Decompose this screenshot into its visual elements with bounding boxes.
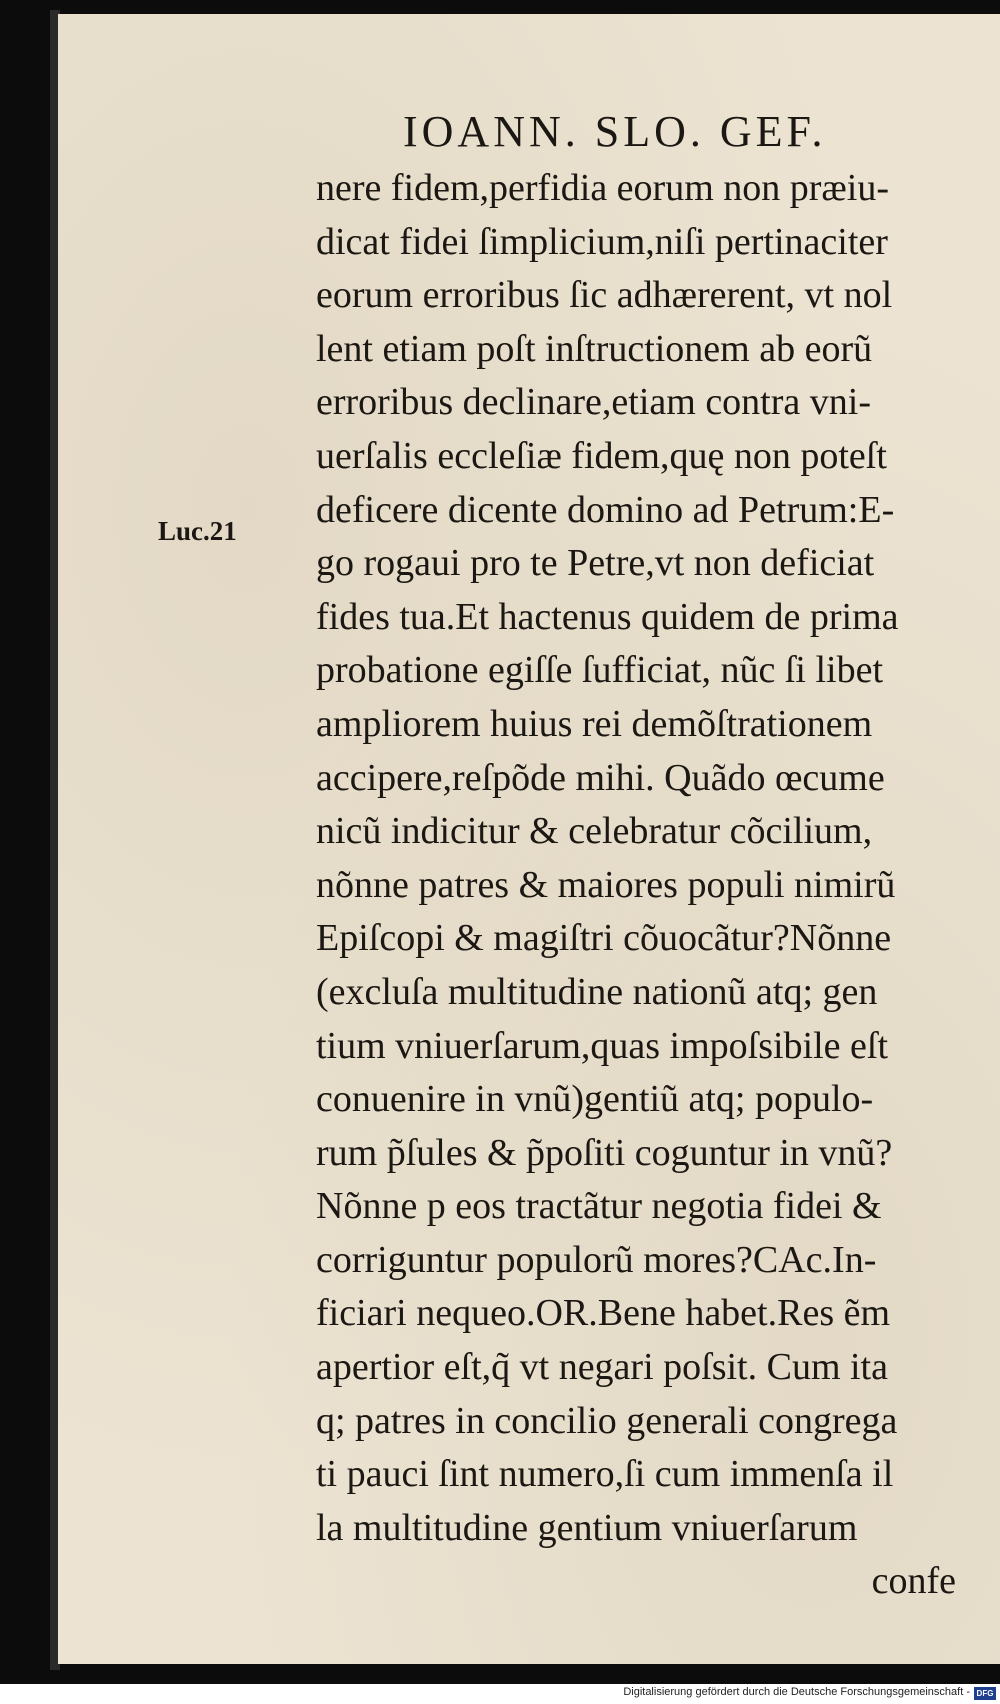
text-line-26: la multitudine gentium vniuerſarum <box>316 1506 858 1549</box>
marginal-note: Luc.21 <box>158 516 237 546</box>
text-line-15: Epiſcopi & magiſtri cõuocãtur?Nõnne <box>316 917 892 960</box>
text-block <box>316 162 976 1609</box>
text-line-23: apertior eſt,q̃ vt negari poſsit. Cum ita <box>316 1346 888 1389</box>
text-line-2: dicat fidei ſimplicium,niſi pertinaciter <box>316 220 888 263</box>
text-line-7: deficere dicente domino ad Petrum:E- <box>316 488 895 531</box>
text-line-22: ficiari nequeo.OR.Bene habet.Res ẽm <box>316 1292 891 1335</box>
text-line-10: probatione egiſſe ſufficiat, nũc ſi libet <box>316 649 884 692</box>
text-line-17: tium vniuerſarum,quas impoſsibile eſt <box>316 1024 889 1067</box>
text-line-21: corriguntur populorũ mores?CAc.In- <box>316 1238 877 1281</box>
catchword: confe <box>871 1560 956 1603</box>
text-line-20: Nõnne p eos tractãtur negotia fidei & <box>316 1185 882 1228</box>
text-line-5: erroribus declinare,etiam contra vni- <box>316 381 871 424</box>
text-line-6: uerſalis eccleſiæ fidem,quę non poteſt <box>316 434 887 477</box>
text-line-9: fides tua.Et hactenus quidem de prima <box>316 595 899 638</box>
text-line-13: nicũ indicitur & celebratur cõcilium, <box>316 810 873 853</box>
text-line-12: accipere,reſpõde mihi. Quãdo œcume <box>316 756 885 799</box>
text-line-16: (excluſa multitudine nationũ atq; gen <box>316 970 878 1013</box>
text-line-8: go rogaui pro te Petre,vt non deficiat <box>316 542 875 585</box>
text-line-25: ti pauci ſint numero,ſi cum immenſa il <box>316 1453 894 1496</box>
footer-bar <box>0 1684 1000 1704</box>
text-line-4: lent etiam poſt inſtructionem ab eorũ <box>316 327 873 370</box>
text-line-19: rum p̃ſules & p̃poſiti coguntur in vnũ? <box>316 1131 893 1174</box>
text-line-3: eorum erroribus ſic adhærerent, vt nol <box>316 274 893 317</box>
running-head: IOANN. SLO. GEF. <box>403 107 827 156</box>
text-line-11: ampliorem huius rei demõſtrationem <box>316 702 873 745</box>
footer-credit: Digitalisierung gefördert durch die Deutsche Forschungsgemeinschaft - <box>623 1686 970 1698</box>
text-line-14: nõnne patres & maiores populi nimirũ <box>316 863 896 906</box>
book-page <box>58 14 1000 1664</box>
text-line-1: nere fidem,perfidia eorum non præiu- <box>316 167 889 209</box>
dfg-logo-icon: DFG <box>974 1687 996 1700</box>
text-line-24: q; patres in concilio generali congrega <box>316 1399 898 1442</box>
text-line-18: conuenire in vnũ)gentiũ atq; populo- <box>316 1078 874 1121</box>
